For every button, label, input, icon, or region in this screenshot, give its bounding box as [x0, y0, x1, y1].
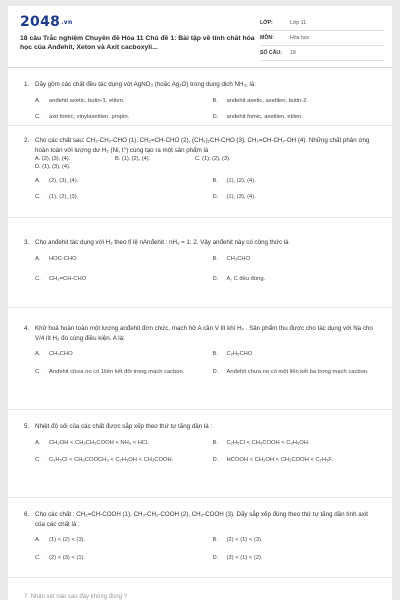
meta-table [260, 16, 384, 61]
inline-choices: A. (2), (3), (4). B. (1), (2), (4). C. (1), (2), (3). D. (1), (3), (4). [35, 156, 231, 170]
option-c[interactable]: C. C₂H₅Cl < CH₃COOCH₃ < C₂H₅OH < CH₃COOH. [35, 456, 174, 463]
option-b[interactable]: B. (2) < (1) < (3). [212, 537, 263, 543]
meta-row-subject: MÔN: Hóa học [260, 31, 384, 46]
options [24, 536, 378, 562]
option-d[interactable]: D. HCOOH < CH₃OH < CH₃COOH < C₂H₅F. [212, 456, 333, 463]
option-c[interactable]: C. (1), (2), (3). [35, 194, 79, 200]
option-c[interactable]: C. axit fomic, vinylaxetilen, propin. [35, 113, 130, 120]
option-c[interactable]: C. CH₂=CH-CHO [35, 275, 87, 282]
meta-row-class: LỚP: Lớp 11 [260, 16, 384, 31]
option-d[interactable]: D. (3) < (1) < (2). [212, 555, 263, 561]
question-7-partial: 7. Nhận xét nào sau đây không đúng ? [24, 594, 128, 600]
question-text: 4. Khử hoá hoàn toàn một lượng anđehit đơn chức, mạch hở A cần V lít khí H₂ . Sản phẩm thu được cho tác dụng với Na cho V/4 lít H₂ đo cùng điều kiện. A là: [24, 325, 373, 342]
meta-row-count: SỐ CÂU: 18 [260, 46, 384, 61]
option-b[interactable]: B. CH₃CHO [212, 255, 251, 262]
options [24, 177, 378, 201]
question-text: 5. Nhiệt độ sôi của các chất được sắp xếp theo thứ tự tăng dần là : [24, 423, 213, 430]
option-d[interactable]: D. A, C đều đúng. [212, 275, 266, 282]
question-text: 1. Dãy gồm các chất đều tác dụng với AgNO₃ (hoặc Ag₂O) trong dung dịch NH₃, là: [24, 81, 256, 88]
option-c[interactable]: C. Anđehit chưa no có 1liên kết đôi trong mạch cacbon. [35, 369, 185, 375]
option-d[interactable]: D. (1), (3), (4). [212, 194, 256, 200]
question-text: 6. Cho các chất : CH₂=CH-COOH (1), CH₃-CH₂-COOH (2), CH₃-COOH (3). Dãy sắp xếp đúng theo thứ tự tăng dần tính axit của các chất là : [24, 511, 368, 528]
document-header [8, 6, 392, 68]
question-6 [8, 498, 392, 578]
option-d[interactable]: D. Anđehit chưa no có một liên kết ba trong mạch cacbon. [212, 369, 369, 375]
page-title: 18 câu Trắc nghiệm Chuyên đề Hóa 11 Chủ đề 1: Bài tập về tính chất hóa học của Anđehit, Xeton và Axit cacboxyli... [20, 35, 255, 51]
question-text: 2. Cho các chất sau: CH₃-CH₂-CHO (1), CH₂=CH-CHO (2), (CH₃)₂CH-CHO (3), CH₂=CH-CH₂-OH (4). Những chất phản ứng hoàn toàn với lượng dư H₂ (Ni, t°) cùng tạo ra một sản phẩm là [24, 137, 370, 154]
option-d[interactable]: D. anđehit fomic, axetilen, etilen. [212, 113, 303, 120]
document-page [8, 6, 392, 600]
question-2 [8, 126, 392, 218]
option-c[interactable]: C. (2) < (3) < (1). [35, 555, 86, 561]
option-b[interactable]: B. (1), (2), (4). [212, 178, 256, 184]
option-a[interactable]: A. anđehit axetic, butin-1, etilen. [35, 97, 125, 104]
option-a[interactable]: A. (2), (3), (4). [35, 178, 79, 184]
question-5 [8, 410, 392, 498]
option-a[interactable]: A. HOC-CHO [35, 255, 77, 262]
question-text: 3. Cho anđehit tác dụng với H₂ theo tỉ lệ nAnđehit : nH₂ = 1: 2. Vậy anđehit này có công thức là [24, 239, 289, 246]
option-b[interactable]: B. C₂H₅Cl < CH₃COOH < C₂H₅OH. [212, 439, 310, 446]
option-a[interactable]: A. (1) < (2) < (3). [35, 537, 86, 543]
question-1 [8, 68, 392, 126]
options [24, 350, 378, 376]
site-logo[interactable]: 2048.vn [20, 14, 73, 30]
option-a[interactable]: A. CH₃CHO [35, 351, 73, 357]
options [24, 255, 378, 283]
question-4 [8, 308, 392, 410]
options [24, 97, 378, 121]
question-3 [8, 218, 392, 308]
options [24, 439, 378, 464]
option-a[interactable]: A. CH₃OH < CH₃CH₂COOH < NH₃ < HCl. [35, 439, 149, 446]
option-b[interactable]: B. C₂H₅CHO [212, 351, 253, 357]
option-b[interactable]: B. anđehit axetic, axetilen, butin-2. [212, 97, 309, 104]
